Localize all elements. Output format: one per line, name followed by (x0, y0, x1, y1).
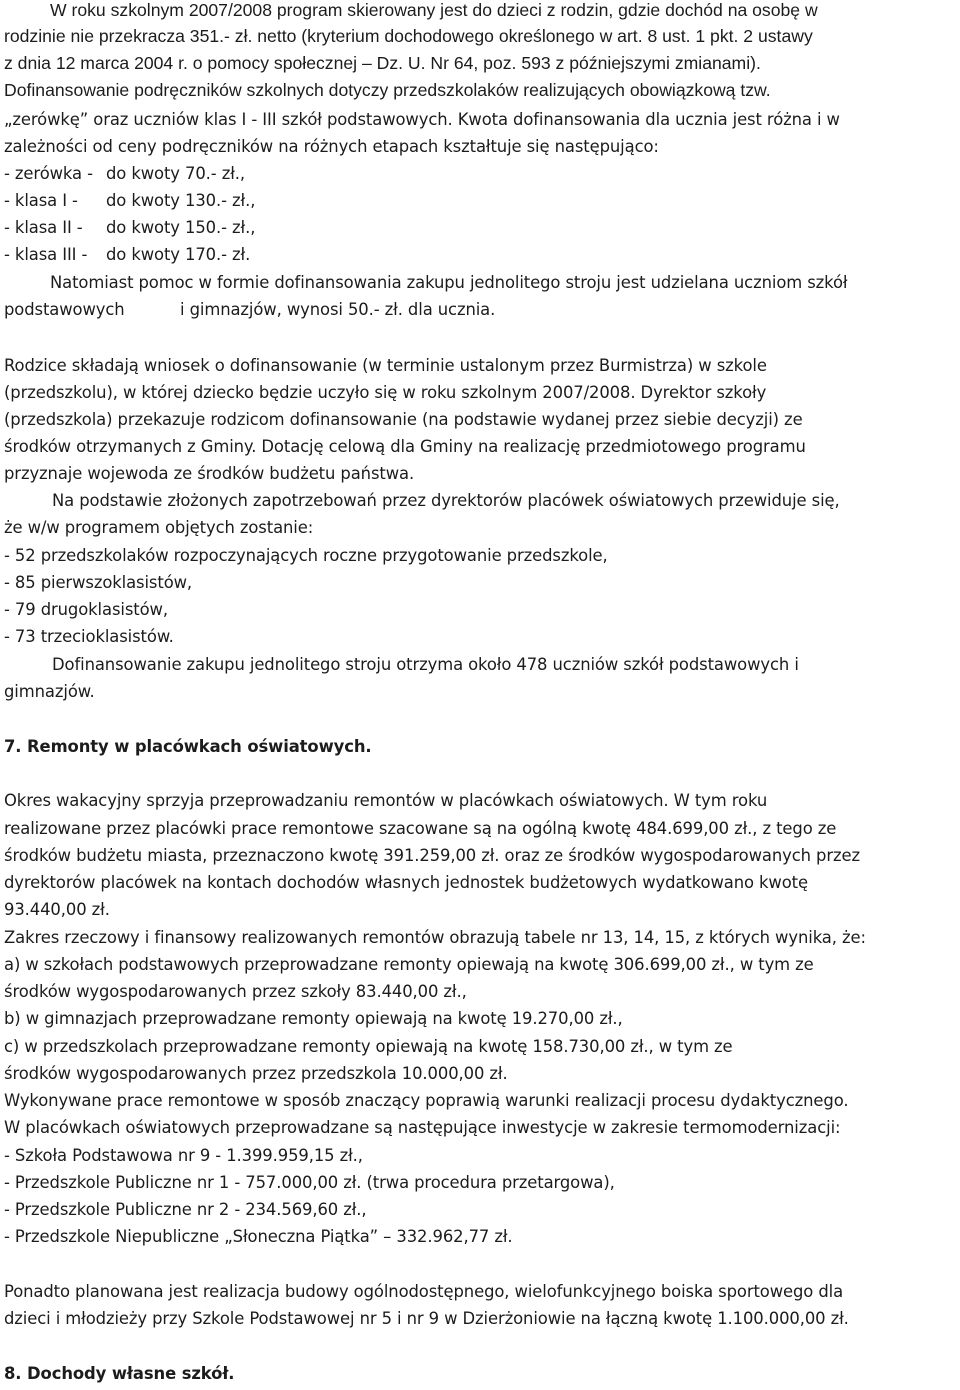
paragraph-line: a) w szkołach podstawowych przeprowadzane remonty opiewają na kwotę 306.699,00 zł., w tym ze (4, 955, 814, 974)
paragraph-line: dyrektorów placówek na kontach dochodów własnych jednostek budżetowych wydatkowano kwotę (4, 873, 808, 892)
paragraph-line: Okres wakacyjny sprzyja przeprowadzaniu remontów w placówkach oświatowych. W tym roku (4, 791, 768, 810)
amount-label: - klasa I - (4, 191, 78, 210)
section-heading: 8. Dochody własne szkół. (4, 1364, 235, 1383)
paragraph-line: środków wygospodarowanych przez przedszkola 10.000,00 zł. (4, 1064, 508, 1083)
paragraph-line: Wykonywane prace remontowe w sposób znaczący poprawią warunki realizacji procesu dydaktycznego. (4, 1091, 849, 1110)
paragraph-line: rodzinie nie przekracza 351.- zł. netto (kryterium dochodowego określonego w art. 8 ust. 1 pkt. 2 ustawy (4, 26, 813, 46)
paragraph-line: środków wygospodarowanych przez szkoły 83.440,00 zł., (4, 982, 467, 1001)
paragraph-line: c) w przedszkolach przeprowadzane remonty opiewają na kwotę 158.730,00 zł., w tym ze (4, 1037, 733, 1056)
paragraph-line: zależności od ceny podręczników na różnych etapach kształtuje się następująco: (4, 137, 659, 156)
paragraph-line: dzieci i młodzieży przy Szkole Podstawowej nr 5 i nr 9 w Dzierżoniowie na łączną kwotę 1.100.000,00 zł. (4, 1309, 849, 1328)
paragraph-line: W placówkach oświatowych przeprowadzane są następujące inwestycje w zakresie termomodernizacji: (4, 1118, 841, 1137)
amount-value: do kwoty 70.- zł., (106, 164, 245, 183)
amount-value: do kwoty 170.- zł. (106, 245, 251, 264)
paragraph-line: Ponadto planowana jest realizacja budowy ogólnodostępnego, wielofunkcyjnego boiska sportowego dla (4, 1282, 844, 1301)
list-item: - Przedszkole Publiczne nr 2 - 234.569,60 zł., (4, 1200, 367, 1219)
paragraph-line (4, 296, 495, 323)
amount-label: - klasa III - (4, 245, 88, 264)
paragraph-line: Rodzice składają wniosek o dofinansowanie (w terminie ustalonym przez Burmistrza) w szkole (4, 356, 767, 375)
paragraph-line: Dofinansowanie zakupu jednolitego stroju otrzyma około 478 uczniów szkół podstawowych i (52, 655, 799, 674)
list-item: - Szkoła Podstawowa nr 9 - 1.399.959,15 zł., (4, 1146, 363, 1165)
list-item: - 52 przedszkolaków rozpoczynających roczne przygotowanie przedszkole, (4, 546, 608, 565)
paragraph-line: (przedszkolu), w której dziecko będzie uczyło się w roku szkolnym 2007/2008. Dyrektor szkoły (4, 383, 767, 402)
list-item: - 79 drugoklasistów, (4, 600, 168, 619)
paragraph-line: (przedszkola) przekazuje rodzicom dofinansowanie (na podstawie wydanej przez siebie decyzji) ze (4, 410, 803, 429)
list-item: - 85 pierwszoklasistów, (4, 573, 193, 592)
text-segment: podstawowych (4, 300, 125, 319)
paragraph-line: Natomiast pomoc w formie dofinansowania zakupu jednolitego stroju jest udzielana uczniom szkół (50, 273, 848, 292)
paragraph-line: „zerówkę” oraz uczniów klas I - III szkół podstawowych. Kwota dofinansowania dla ucznia jest różna i w (4, 110, 840, 129)
paragraph-line: Dofinansowanie podręczników szkolnych dotyczy przedszkolaków realizujących obowiązkową tzw. (4, 80, 771, 100)
paragraph-line: 93.440,00 zł. (4, 900, 110, 919)
paragraph-line: Zakres rzeczowy i finansowy realizowanych remontów obrazują tabele nr 13, 14, 15, z których wynika, że: (4, 928, 866, 947)
amount-label: - klasa II - (4, 218, 83, 237)
text-segment: i gimnazjów, wynosi 50.- zł. dla ucznia. (180, 300, 496, 319)
section-heading: 7. Remonty w placówkach oświatowych. (4, 737, 372, 756)
list-item: - Przedszkole Niepubliczne „Słoneczna Piątka” – 332.962,77 zł. (4, 1227, 513, 1246)
paragraph-line: z dnia 12 marca 2004 r. o pomocy społecznej – Dz. U. Nr 64, poz. 593 z późniejszymi zmianami). (4, 53, 761, 73)
amount-label: - zerówka - (4, 164, 93, 183)
amount-row (4, 187, 255, 214)
paragraph-line: gimnazjów. (4, 682, 95, 701)
paragraph-line: W roku szkolnym 2007/2008 program skierowany jest do dzieci z rodzin, gdzie dochód na osobę w (50, 0, 818, 20)
paragraph-line: przyznaje wojewoda ze środków budżetu państwa. (4, 464, 415, 483)
paragraph-line: środków otrzymanych z Gminy. Dotację celową dla Gminy na realizację przedmiotowego programu (4, 437, 806, 456)
paragraph-line: b) w gimnazjach przeprowadzane remonty opiewają na kwotę 19.270,00 zł., (4, 1009, 623, 1028)
amount-row (4, 214, 255, 241)
amount-value: do kwoty 130.- zł., (106, 191, 256, 210)
amount-row (4, 241, 250, 268)
paragraph-line: Na podstawie złożonych zapotrzebowań przez dyrektorów placówek oświatowych przewiduje się, (52, 491, 840, 510)
amount-row (4, 160, 245, 187)
amount-value: do kwoty 150.- zł., (106, 218, 256, 237)
list-item: - 73 trzecioklasistów. (4, 627, 174, 646)
paragraph-line: że w/w programem objętych zostanie: (4, 518, 314, 537)
paragraph-line: środków budżetu miasta, przeznaczono kwotę 391.259,00 zł. oraz ze środków wygospodarowanych przez (4, 846, 860, 865)
paragraph-line: realizowane przez placówki prace remontowe szacowane są na ogólną kwotę 484.699,00 zł., z tego ze (4, 819, 837, 838)
list-item: - Przedszkole Publiczne nr 1 - 757.000,00 zł. (trwa procedura przetargowa), (4, 1173, 615, 1192)
